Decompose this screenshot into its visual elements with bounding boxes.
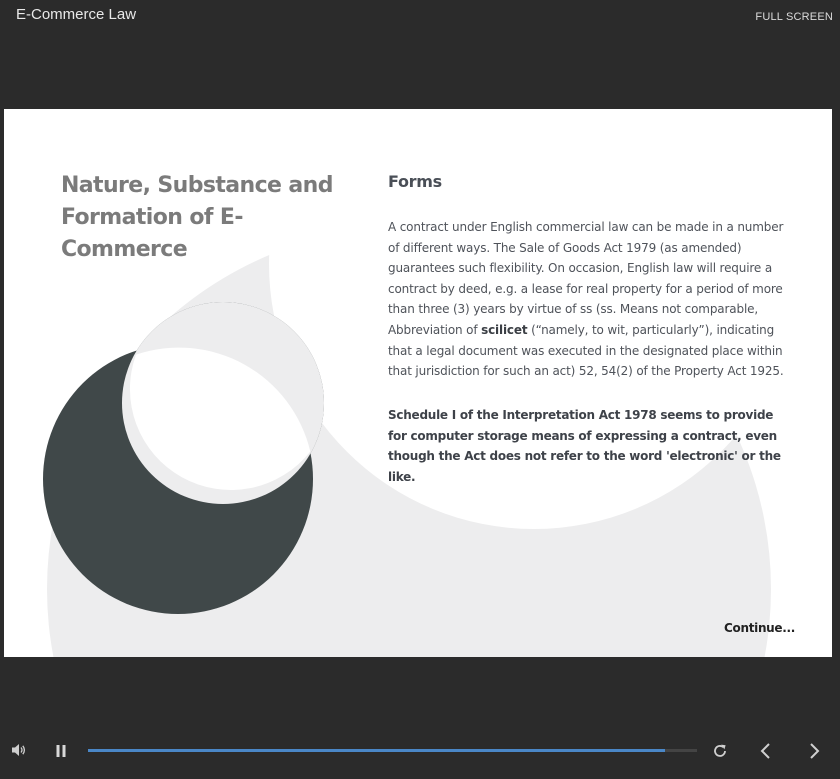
pause-icon <box>55 743 67 759</box>
slide <box>4 109 832 657</box>
progress-fill <box>88 749 665 752</box>
volume-button[interactable] <box>10 742 28 758</box>
top-bar <box>0 0 840 40</box>
player-controls <box>0 728 840 774</box>
replay-button[interactable] <box>711 742 729 760</box>
app-title: E-Commerce Law <box>16 6 137 23</box>
pause-button[interactable] <box>55 743 67 759</box>
body-paragraph-2: Schedule I of the Interpretation Act 1978 seems to provide for computer storage means of expressing a contract, even though the Act does not refer to the word 'electronic' or the like. <box>388 408 781 484</box>
paragraph-1-text-a: A contract under English commercial law can be made in a number of different ways. The Sale of Goods Act 1979 (as amended) guarantees such flexibility. On occasion, English law will require a contract by deed, e.g. a lease for real property for a period of more than three (3) years by virtue of ss (ss. Means not comparable, Abbreviation of <box>388 220 784 337</box>
paragraph-1-bold-term: scilicet <box>481 322 528 337</box>
body-paragraph-1 <box>388 217 792 382</box>
continue-link[interactable]: Continue... <box>724 621 796 635</box>
replay-icon <box>711 742 729 760</box>
next-button[interactable] <box>806 742 822 760</box>
volume-icon <box>10 742 28 758</box>
chevron-left-icon <box>758 742 774 760</box>
fullscreen-button[interactable]: FULL SCREEN <box>755 11 833 23</box>
slide-title: Nature, Substance and Formation of E-Commerce <box>61 173 333 262</box>
section-heading: Forms <box>388 172 442 191</box>
chevron-right-icon <box>806 742 822 760</box>
progress-bar[interactable] <box>88 749 697 752</box>
paragraph-1-text-b: (“namely, to wit, particularly”), indicating that a legal document was executed in the designated place within that jurisdiction for such an act) 52, 54(2) of the Property Act 1925. <box>388 322 784 379</box>
previous-button[interactable] <box>758 742 774 760</box>
